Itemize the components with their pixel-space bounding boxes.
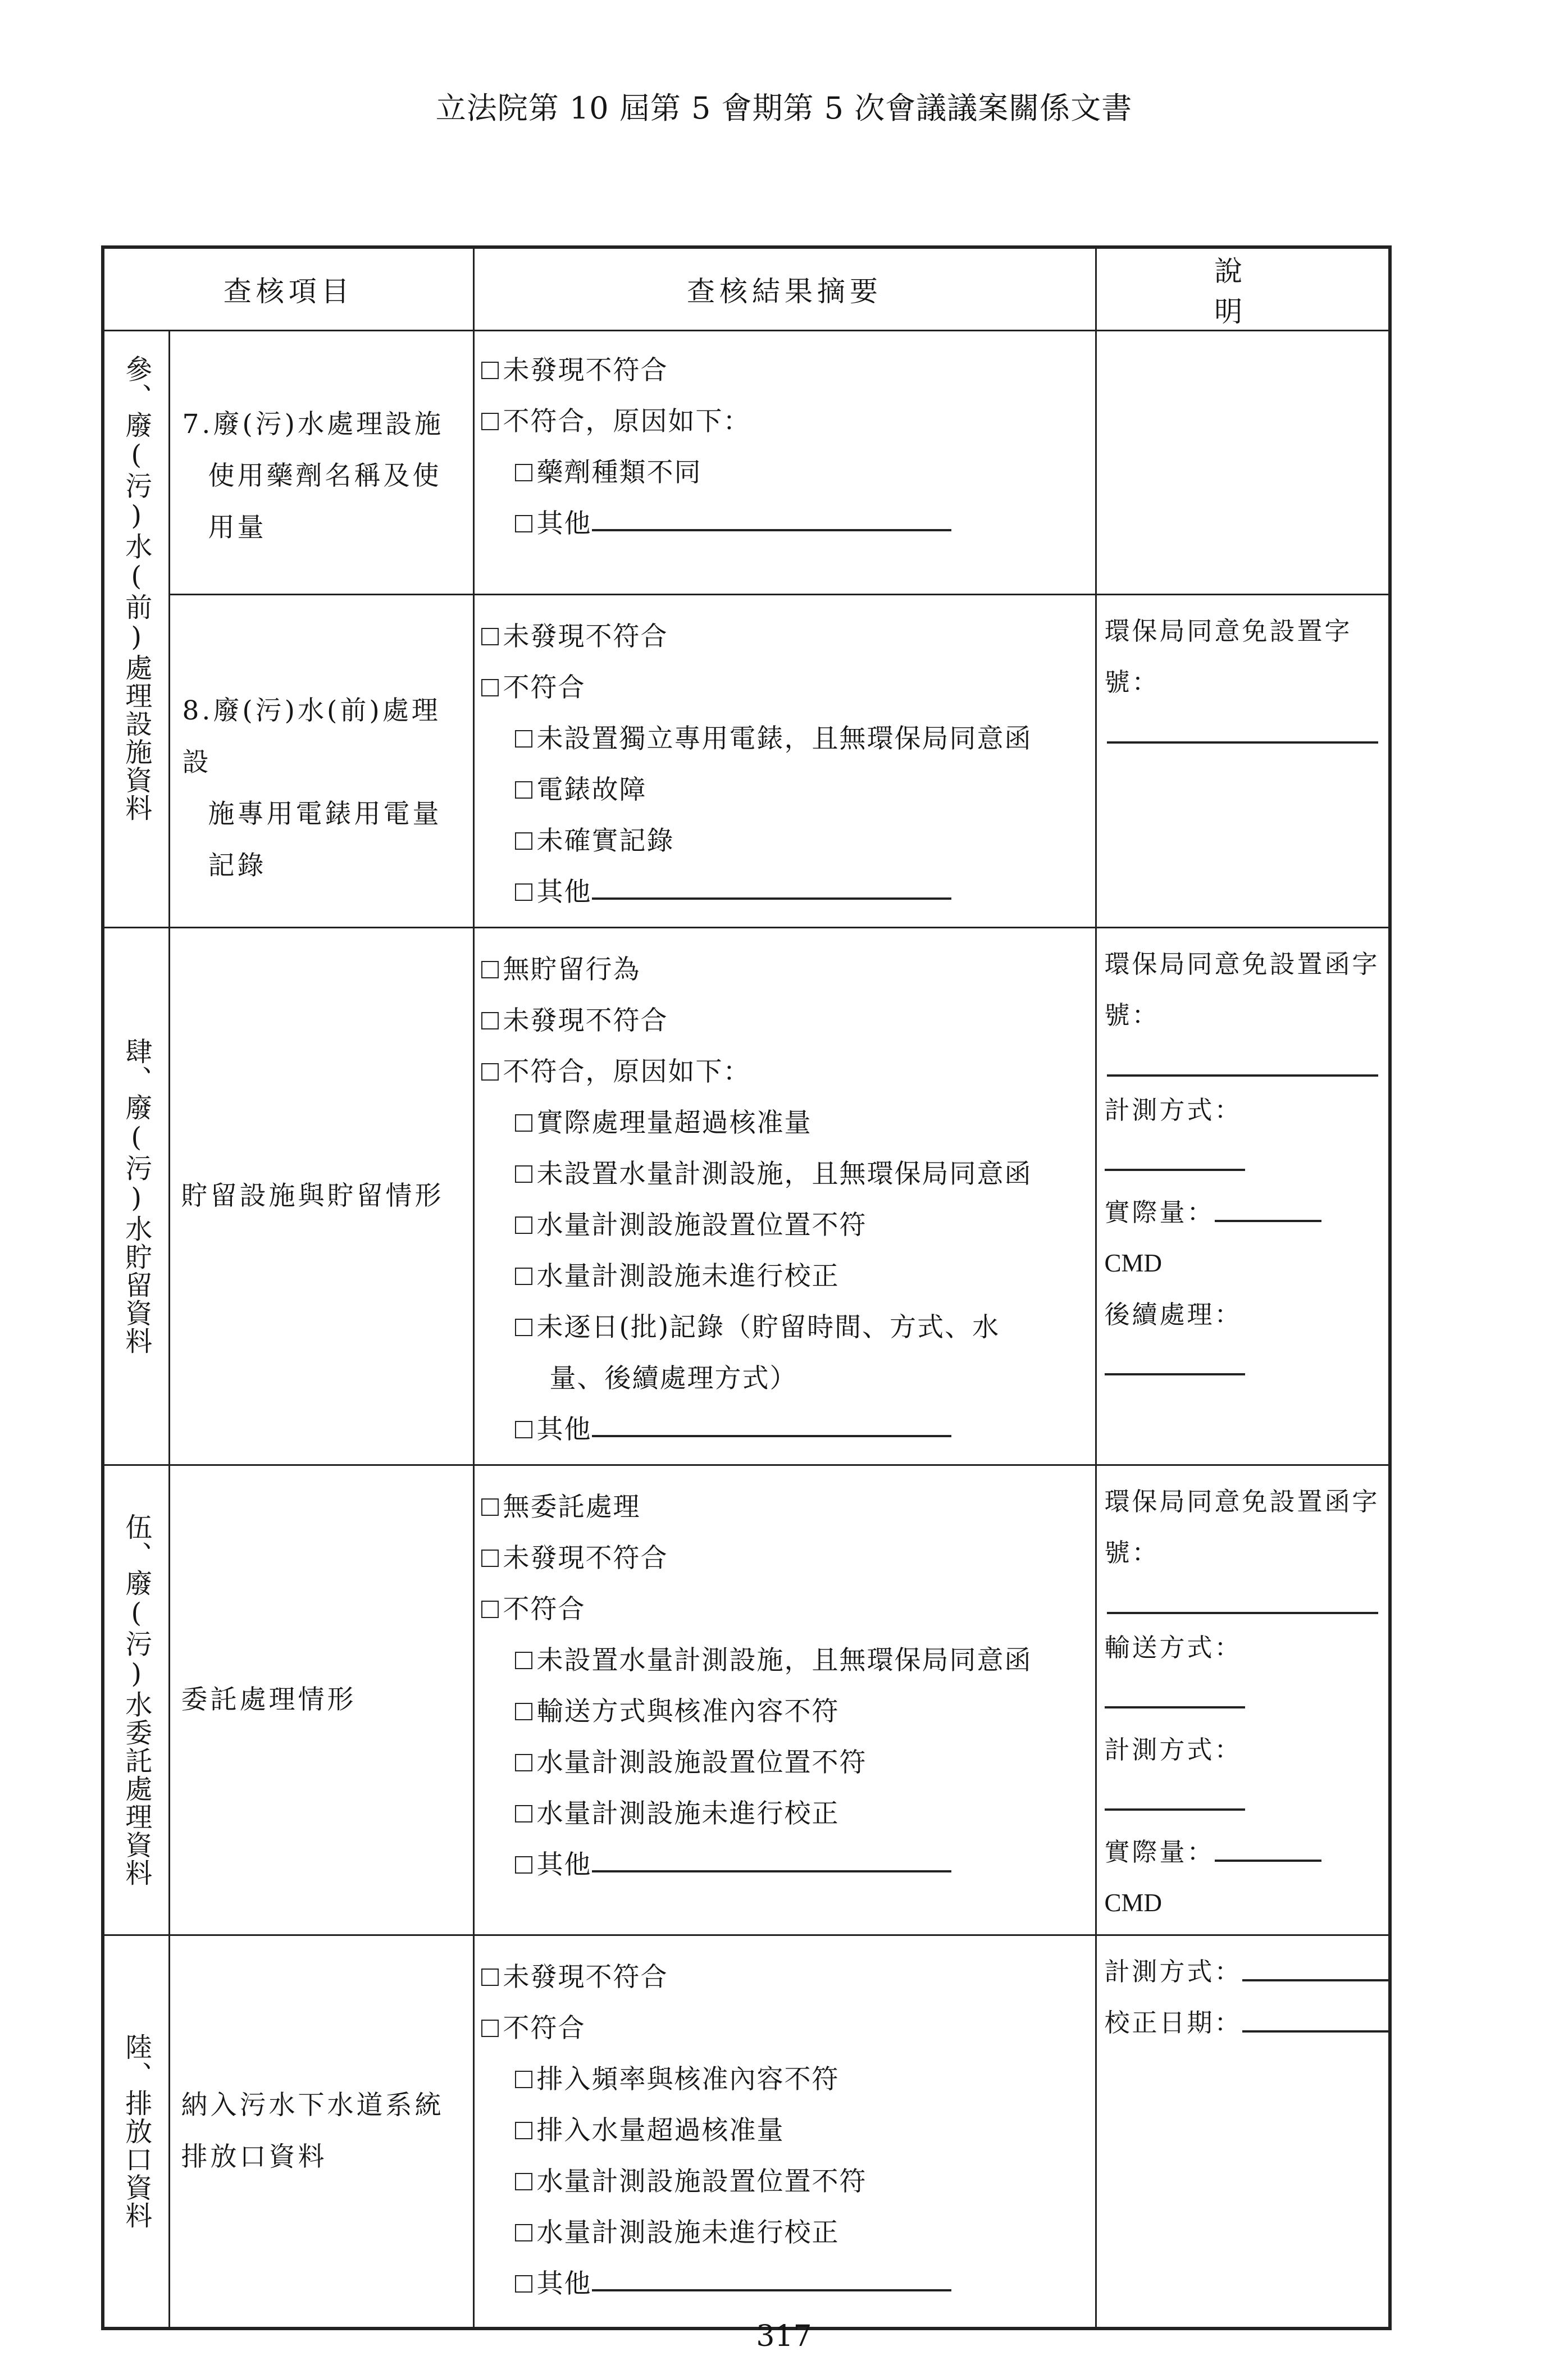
checkbox-option[interactable]: 無貯留行為: [481, 944, 1095, 995]
section-5-explain: [1096, 1465, 1390, 1935]
section-5-item-text: 委託處理情形: [181, 1684, 357, 1715]
checkbox-icon[interactable]: [515, 730, 532, 748]
section-6-item-line-1: 納入污水下水道系統: [181, 2089, 444, 2121]
note-unit: CMD: [1104, 1889, 1163, 1917]
checkbox-icon[interactable]: [515, 1754, 532, 1771]
checkbox-option[interactable]: 其他: [481, 1839, 1095, 1890]
checkbox-icon[interactable]: [481, 679, 499, 696]
checkbox-option[interactable]: 水量計測設施未進行校正: [481, 2207, 1095, 2258]
note-calibration-date: 校正日期：: [1105, 1997, 1381, 2048]
note-actual-amount: 實際量：: [1105, 1187, 1381, 1238]
fill-in-line[interactable]: [1105, 1706, 1245, 1708]
note-actual-amount: 實際量：: [1105, 1826, 1381, 1878]
checkbox-icon[interactable]: [481, 1498, 499, 1516]
checkbox-icon[interactable]: [515, 1165, 532, 1183]
fill-in-line[interactable]: [1215, 1220, 1321, 1222]
row-7-item-line-3: 用量: [208, 512, 267, 543]
checkbox-option[interactable]: 未設置水量計測設施，且無環保局同意函: [481, 1149, 1095, 1200]
checkbox-option[interactable]: 未設置水量計測設施，且無環保局同意函: [481, 1635, 1095, 1686]
checkbox-option[interactable]: 其他: [481, 1404, 1095, 1455]
section-4-explain: [1096, 928, 1390, 1465]
note-permit-number: 環保局同意免設置字號：: [1104, 616, 1352, 697]
checkbox-icon[interactable]: [515, 1114, 532, 1132]
note-followup: 後續處理：: [1105, 1289, 1381, 1391]
checkbox-option[interactable]: 未發現不符合: [481, 1533, 1095, 1584]
header-item: 查核項目: [103, 247, 473, 331]
checkbox-option[interactable]: 排入頻率與核准內容不符: [481, 2054, 1095, 2105]
checkbox-option[interactable]: 未設置獨立專用電錶，且無環保局同意函: [481, 713, 1095, 764]
row-7-result: [473, 331, 1096, 595]
section-5-result: [473, 1465, 1096, 1935]
checkbox-icon[interactable]: [515, 2224, 532, 2241]
checkbox-icon[interactable]: [481, 1550, 499, 1567]
checkbox-icon[interactable]: [481, 628, 499, 645]
fill-in-line[interactable]: [592, 529, 951, 531]
checkbox-icon[interactable]: [515, 1421, 532, 1438]
page-number: 317: [756, 2320, 812, 2353]
fill-in-line[interactable]: [1242, 1979, 1388, 1981]
fill-in-line[interactable]: [1242, 2030, 1388, 2033]
checkbox-option[interactable]: 不符合: [481, 2003, 1095, 2054]
row-8-item-line-2: 施專用電錶用電量: [208, 799, 442, 830]
table-row: [103, 1935, 1390, 2329]
checkbox-icon[interactable]: [515, 1319, 532, 1336]
checkbox-option[interactable]: 水量計測設施未進行校正: [481, 1788, 1095, 1839]
checkbox-icon[interactable]: [515, 781, 532, 799]
section-3-category: [103, 331, 169, 928]
checkbox-icon[interactable]: [481, 1601, 499, 1618]
checkbox-option[interactable]: 無委託處理: [481, 1482, 1095, 1533]
section-4-item: [169, 928, 473, 1465]
section-3-category-text: 參、廢(污)水(前)處理設施資料: [120, 355, 152, 822]
checkbox-option[interactable]: 不符合: [481, 1584, 1095, 1635]
table-row: [103, 928, 1390, 1465]
checkbox-icon[interactable]: [481, 961, 499, 978]
checkbox-option[interactable]: 排入水量超過核准量: [481, 2105, 1095, 2156]
section-5-category-text: 伍、廢(污)水委託處理資料: [120, 1513, 152, 1887]
checkbox-option[interactable]: 未逐日(批)記錄（貯留時間、方式、水: [481, 1302, 1095, 1353]
checkbox-option[interactable]: 其他: [481, 867, 1095, 918]
checkbox-option[interactable]: 未發現不符合: [481, 345, 1095, 396]
checkbox-option[interactable]: 不符合，原因如下：: [481, 1046, 1095, 1097]
checkbox-icon[interactable]: [515, 1652, 532, 1669]
fill-in-line[interactable]: [1105, 1169, 1245, 1171]
checkbox-option[interactable]: 水量計測設施設置位置不符: [481, 1200, 1095, 1251]
checkbox-option[interactable]: 實際處理量超過核准量: [481, 1097, 1095, 1149]
checkbox-option[interactable]: 其他: [481, 498, 1095, 549]
checkbox-icon[interactable]: [515, 2173, 532, 2190]
checkbox-icon[interactable]: [515, 832, 532, 850]
table-header-row: [103, 247, 1390, 331]
checkbox-icon[interactable]: [515, 515, 532, 532]
checkbox-icon[interactable]: [515, 2122, 532, 2139]
checkbox-option[interactable]: 藥劑種類不同: [481, 447, 1095, 498]
checkbox-icon[interactable]: [481, 1063, 499, 1081]
fill-in-line[interactable]: [592, 1870, 951, 1872]
row-8-item: [169, 595, 473, 928]
section-6-item: [169, 1935, 473, 2329]
section-6-item-line-2: 排放口資料: [181, 2141, 327, 2172]
fill-in-line[interactable]: [1107, 1041, 1379, 1077]
row-7-explain: [1096, 331, 1390, 595]
fill-in-line[interactable]: [1215, 1860, 1321, 1862]
checkbox-icon[interactable]: [481, 1012, 499, 1029]
section-6-result: [473, 1935, 1096, 2329]
checkbox-icon[interactable]: [481, 2020, 499, 2037]
checkbox-icon[interactable]: [481, 362, 499, 379]
fill-in-line[interactable]: [1105, 1808, 1245, 1811]
section-4-result: [473, 928, 1096, 1465]
row-8-item-line-3: 記錄: [208, 850, 267, 881]
checkbox-option[interactable]: 不符合，原因如下：: [481, 396, 1095, 447]
checkbox-option-continued: 量、後續處理方式）: [549, 1363, 797, 1394]
note-measure-method: 計測方式：: [1105, 1946, 1381, 1997]
checkbox-icon[interactable]: [481, 1969, 499, 1986]
note-measure-method: 計測方式：: [1105, 1724, 1381, 1826]
row-7-item-line-2: 使用藥劑名稱及使: [208, 461, 442, 491]
checkbox-option[interactable]: 其他: [481, 2258, 1095, 2309]
note-measure-method: 計測方式：: [1105, 1085, 1381, 1187]
table-row: [103, 1465, 1390, 1935]
checkbox-option[interactable]: 未發現不符合: [481, 611, 1095, 662]
checkbox-icon[interactable]: [515, 1805, 532, 1822]
fill-in-line[interactable]: [592, 1435, 951, 1437]
checkbox-option[interactable]: 未發現不符合: [481, 1952, 1095, 2003]
checkbox-icon[interactable]: [481, 413, 499, 430]
section-4-category-text: 肆、廢(污)水貯留資料: [120, 1037, 152, 1355]
checkbox-option[interactable]: 水量計測設施設置位置不符: [481, 2156, 1095, 2207]
checkbox-icon[interactable]: [515, 1216, 532, 1234]
inspection-table: [101, 245, 1394, 2330]
row-7-item-line-1: 7.廢(污)水處理設施: [182, 409, 444, 440]
checkbox-icon[interactable]: [515, 2275, 532, 2293]
row-7-item: [169, 331, 473, 595]
checkbox-option[interactable]: 水量計測設施未進行校正: [481, 1251, 1095, 1302]
header-explain: 說 明: [1096, 247, 1390, 331]
section-6-category-text: 陸、排放口資料: [120, 2033, 152, 2230]
row-8-result: [473, 595, 1096, 928]
section-6-category: [103, 1935, 169, 2329]
checkbox-icon[interactable]: [515, 883, 532, 901]
checkbox-option[interactable]: 未確實記錄: [481, 815, 1095, 867]
note-permit-number: 環保局同意免設置函字號：: [1104, 949, 1380, 1030]
checkbox-icon[interactable]: [515, 1268, 532, 1285]
checkbox-icon[interactable]: [515, 1856, 532, 1874]
checkbox-option[interactable]: 電錶故障: [481, 764, 1095, 815]
section-5-item: [169, 1465, 473, 1935]
section-5-category: [103, 1465, 169, 1935]
row-8-item-line-1: 8.廢(污)水(前)處理設: [182, 695, 441, 778]
note-unit: CMD: [1104, 1249, 1163, 1277]
fill-in-line[interactable]: [592, 897, 951, 900]
document-header: 立法院第 10 屆第 5 會期第 5 次會議議案關係文書: [435, 90, 1133, 126]
fill-in-line[interactable]: [1107, 708, 1379, 744]
fill-in-line[interactable]: [1107, 1578, 1379, 1614]
section-4-item-text: 貯留設施與貯留情形: [181, 1181, 444, 1211]
checkbox-option[interactable]: 水量計測設施設置位置不符: [481, 1737, 1095, 1788]
note-transport-method: 輸送方式：: [1105, 1622, 1381, 1724]
checkbox-option[interactable]: 不符合: [481, 662, 1095, 713]
fill-in-line[interactable]: [1105, 1373, 1245, 1375]
section-6-explain: [1096, 1935, 1390, 2329]
checkbox-option[interactable]: 未發現不符合: [481, 995, 1095, 1046]
checkbox-icon[interactable]: [515, 2071, 532, 2088]
row-8-explain: [1096, 595, 1390, 928]
checkbox-icon[interactable]: [515, 464, 532, 481]
fill-in-line[interactable]: [592, 2289, 951, 2291]
header-result: 查核結果摘要: [473, 247, 1096, 331]
section-4-category: [103, 928, 169, 1465]
checkbox-option[interactable]: 輸送方式與核准內容不符: [481, 1686, 1095, 1737]
note-permit-number: 環保局同意免設置函字號：: [1104, 1487, 1380, 1568]
table-row: [103, 595, 1390, 928]
table-row: [103, 331, 1390, 595]
checkbox-icon[interactable]: [515, 1703, 532, 1720]
